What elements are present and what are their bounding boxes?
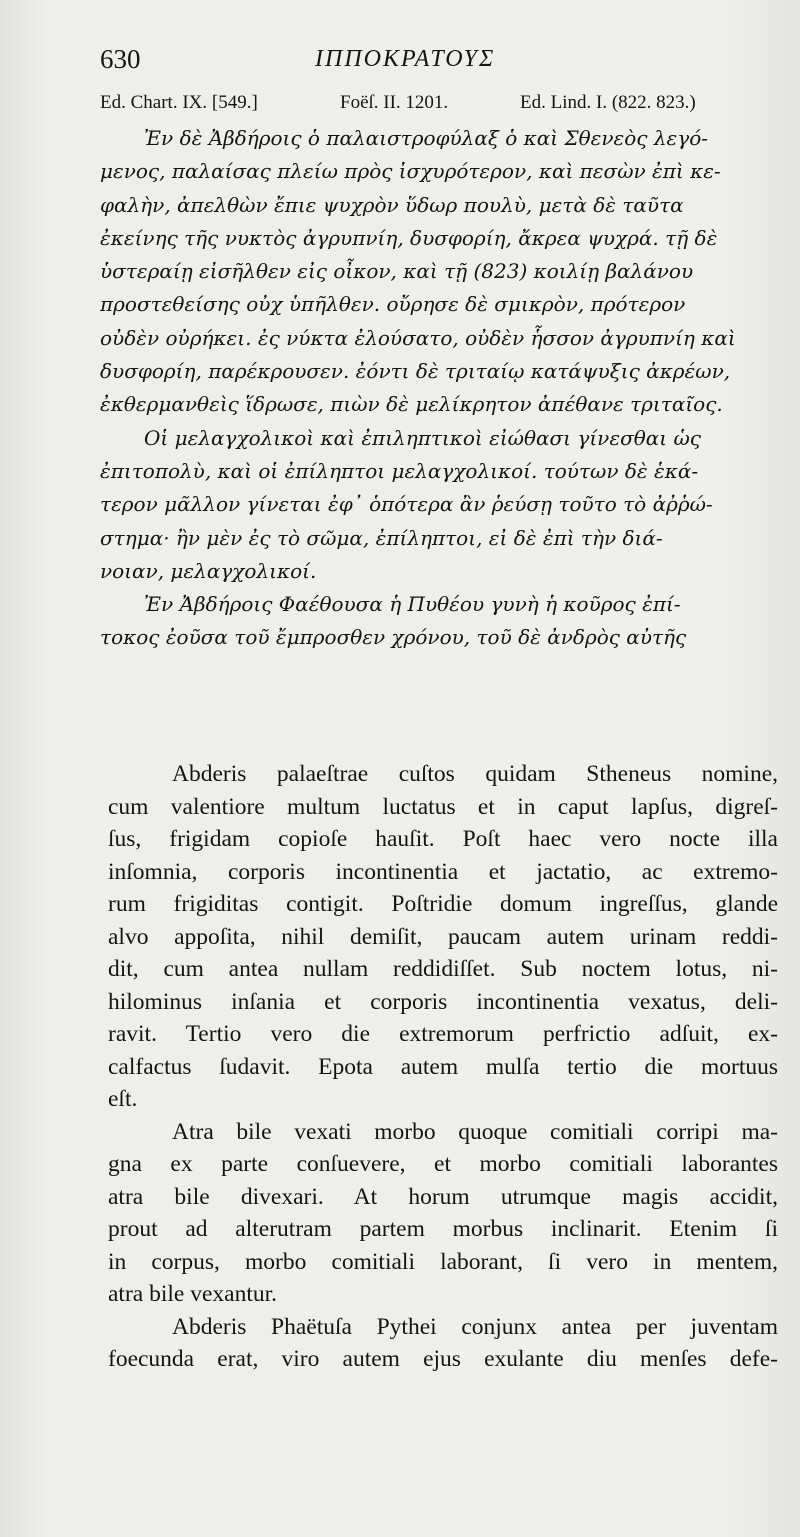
latin-line: inſomnia, corporis incontinentia et jactatio, ac extremo- bbox=[108, 858, 778, 885]
page-header bbox=[100, 40, 780, 80]
latin-line: ravit. Tertio vero die extremorum perfrictio adſuit, ex- bbox=[108, 1021, 778, 1047]
latin-line: Atra bile vexati morbo quoque comitiali corripi ma- bbox=[172, 1118, 778, 1145]
latin-line: dit, cum antea nullam reddidiſſet. Sub noctem lotus, ni- bbox=[108, 956, 778, 982]
greek-line: δυσφορίη, παρέκρουσεν. ἐόντι δὲ τριταίῳ κατάψυξις ἀκρέων, bbox=[100, 359, 731, 384]
greek-line: ἐκθερμανθεὶς ἵδρωσε, πιὼν δὲ μελίκρητον ἀπέθανε τριταῖος. bbox=[100, 392, 723, 417]
edition-foes: Foëſ. II. 1201. bbox=[340, 92, 449, 113]
latin-line: alvo appoſita, nihil demiſit, paucam autem urinam reddi- bbox=[108, 923, 778, 950]
greek-line: ἐπιτοπολὺ, καὶ οἱ ἐπίληπτοι μελαγχολικοί. τούτων δὲ ἑκά- bbox=[100, 458, 699, 483]
latin-line: rum frigiditas contigit. Poſtridie domum ingreſſus, glande bbox=[108, 891, 778, 917]
latin-line: Abderis Phaëtuſa Pythei conjunx antea per juventam bbox=[172, 1313, 778, 1340]
greek-line: τοκος ἐοῦσα τοῦ ἔμπροσθεν χρόνου, τοῦ δὲ ἀνδρὸς αὐτῆς bbox=[100, 625, 687, 650]
latin-line: atra bile divexari. At horum utrumque magis accidit, bbox=[108, 1183, 778, 1210]
running-title: ΙΠΠΟΚΡΑΤΟΥΣ bbox=[315, 46, 496, 72]
greek-line: νοιαν, μελαγχολικοί. bbox=[100, 558, 317, 583]
greek-line: μενος, παλαίσας πλείω πρὸς ἰσχυρότερον, καὶ πεσὼν ἐπὶ κε- bbox=[100, 159, 721, 184]
latin-line: atra bile vexantur. bbox=[108, 1281, 277, 1307]
greek-line: προστεθείσης οὐχ ὑπῆλθεν. οὔρησε δὲ σμικρὸν, πρότερον bbox=[100, 292, 686, 317]
edition-lind: Ed. Lind. I. (822. 823.) bbox=[520, 92, 696, 113]
greek-line: οὐδὲν οὐρήκει. ἐς νύκτα ἐλούσατο, οὐδὲν ἧσσον ἀγρυπνίη καὶ bbox=[100, 325, 736, 350]
latin-line: foecunda erat, viro autem ejus exulante diu menſes defe- bbox=[108, 1346, 778, 1372]
edition-chart: Ed. Chart. IX. [549.] bbox=[100, 92, 258, 113]
latin-translation bbox=[108, 758, 778, 1376]
greek-line: στημα· ἢν μὲν ἐς τὸ σῶμα, ἐπίληπτοι, εἰ δὲ ἐπὶ τὴν διά- bbox=[100, 525, 663, 550]
latin-line: calfactus ſudavit. Epota autem mulſa tertio die mortuus bbox=[108, 1053, 778, 1080]
greek-line: ἐκείνης τῆς νυκτὸς ἀγρυπνίη, δυσφορίη, ἄκρεα ψυχρά. τῇ δὲ bbox=[100, 225, 718, 250]
latin-line: gna ex parte conſuevere, et morbo comitiali laborantes bbox=[108, 1151, 778, 1177]
greek-line: Οἱ μελαγχολικοὶ καὶ ἐπιληπτικοὶ εἰώθασι γίνεσθαι ὡς bbox=[144, 425, 701, 450]
latin-line: ſus, frigidam copioſe hauſit. Poſt haec vero nocte illa bbox=[108, 826, 778, 852]
latin-line: prout ad alterutram partem morbus inclinarit. Etenim ſi bbox=[108, 1216, 778, 1242]
latin-line: eſt. bbox=[108, 1086, 138, 1112]
greek-line: Ἐν Ἀβδήροις Φαέθουσα ἡ Πυθέου γυνὴ ἡ κοῦρος ἐπί- bbox=[144, 592, 681, 617]
latin-line: cum valentiore multum luctatus et in caput lapſus, digreſ- bbox=[108, 793, 778, 820]
latin-line: hilominus inſania et corporis incontinentia vexatus, deli- bbox=[108, 988, 778, 1015]
latin-line: Abderis palaeſtrae cuſtos quidam Stheneus nomine, bbox=[172, 761, 778, 787]
greek-line: Ἐν δὲ Ἀβδήροις ὁ παλαιστροφύλαξ ὁ καὶ Σθενεὸς λεγό- bbox=[144, 126, 709, 150]
page-number: 630 bbox=[100, 44, 141, 74]
greek-line: φαλὴν, ἀπελθὼν ἔπιε ψυχρὸν ὕδωρ πουλὺ, μετὰ δὲ ταῦτα bbox=[100, 192, 684, 217]
greek-line: τερον μᾶλλον γίνεται ἐφ᾽ ὁπότερα ἂν ῥεύσῃ τοῦτο τὸ ἀῤῥώ- bbox=[100, 492, 713, 517]
greek-line: ὑστεραίῃ εἰσῆλθεν εἰς οἶκον, καὶ τῇ (823) κοιλίῃ βαλάνου bbox=[100, 259, 694, 284]
greek-text bbox=[100, 122, 775, 655]
latin-line: in corpus, morbo comitiali laborant, ſi vero in mentem, bbox=[108, 1248, 778, 1275]
